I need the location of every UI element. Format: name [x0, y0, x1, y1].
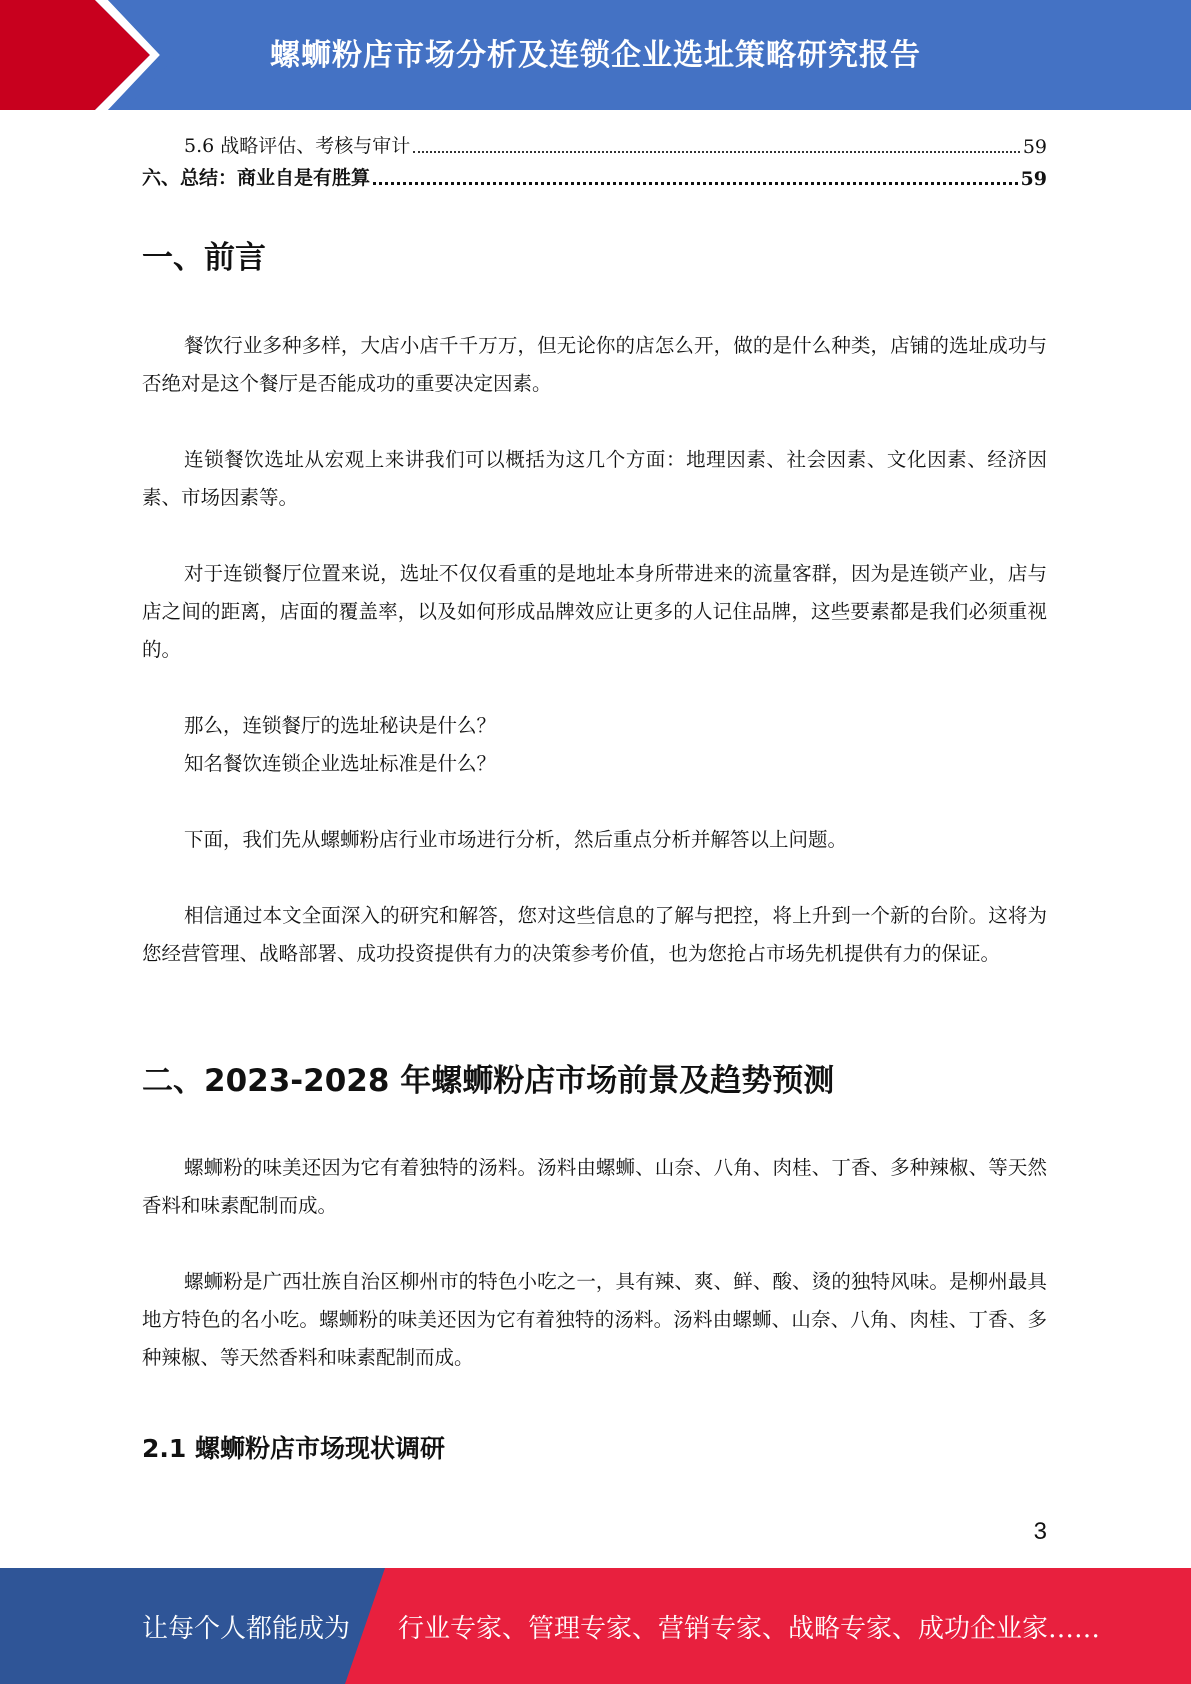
section-heading-forecast: 二、2023-2028 年螺蛳粉店市场前景及趋势预测	[142, 1063, 835, 1099]
paragraph: 螺蛳粉是广西壮族自治区柳州市的特色小吃之一，具有辣、爽、鲜、酸、烫的独特风味。是柳州最具地方特色的名小吃。螺蛳粉的味美还因为它有着独特的汤料。汤料由螺蛳、山奈、八角、肉桂、丁香、多种辣椒、等天然香料和味素配制而成。	[142, 1270, 1047, 1369]
paragraph: 螺蛳粉的味美还因为它有着独特的汤料。汤料由螺蛳、山奈、八角、肉桂、丁香、多种辣椒、等天然香料和味素配制而成。	[142, 1156, 1047, 1217]
subsection-heading: 2.1 螺蛳粉店市场现状调研	[142, 1434, 445, 1463]
paragraph: 相信通过本文全面深入的研究和解答，您对这些信息的了解与把控，将上升到一个新的台阶。这将为您经营管理、战略部署、成功投资提供有力的决策参考价值，也为您抢占市场先机提供有力的保证。	[142, 904, 1047, 965]
toc-leader-dots	[373, 182, 1018, 185]
report-title: 螺蛳粉店市场分析及连锁企业选址策略研究报告	[270, 38, 921, 73]
toc-entry[interactable]	[142, 160, 1047, 190]
footer-slogan-left: 让每个人都能成为	[142, 1614, 351, 1644]
toc-leader-dots	[413, 151, 1020, 153]
toc-entry[interactable]	[142, 128, 1047, 158]
toc-entry-page: 59	[1022, 136, 1047, 158]
paragraph: 连锁餐饮选址从宏观上来讲我们可以概括为这几个方面：地理因素、社会因素、文化因素、经济因素、市场因素等。	[142, 448, 1047, 509]
paragraph: 下面，我们先从螺蛳粉店行业市场进行分析，然后重点分析并解答以上问题。	[184, 828, 848, 851]
paragraph: 知名餐饮连锁企业选址标准是什么？	[184, 752, 497, 775]
footer-slogan-right: 行业专家、管理专家、营销专家、战略专家、成功企业家……	[398, 1614, 1101, 1644]
section-heading-intro: 一、前言	[142, 240, 266, 276]
toc-entry-label: 5.6 战略评估、考核与审计	[184, 135, 411, 157]
page-number: 3	[1033, 1518, 1047, 1545]
toc-entry-page: 59	[1020, 168, 1047, 190]
page-footer	[0, 1568, 1191, 1684]
paragraph: 那么，连锁餐厅的选址秘诀是什么？	[184, 714, 497, 737]
paragraph: 对于连锁餐厅位置来说，选址不仅仅看重的是地址本身所带进来的流量客群，因为是连锁产业，店与店之间的距离，店面的覆盖率，以及如何形成品牌效应让更多的人记住品牌，这些要素都是我们必须重视的。	[142, 562, 1047, 661]
paragraph: 餐饮行业多种多样，大店小店千千万万，但无论你的店怎么开，做的是什么种类，店铺的选址成功与否绝对是这个餐厅是否能成功的重要决定因素。	[142, 334, 1047, 395]
page-header	[0, 0, 1191, 110]
toc-entry-label: 六、总结：商业自是有胜算	[142, 167, 371, 189]
